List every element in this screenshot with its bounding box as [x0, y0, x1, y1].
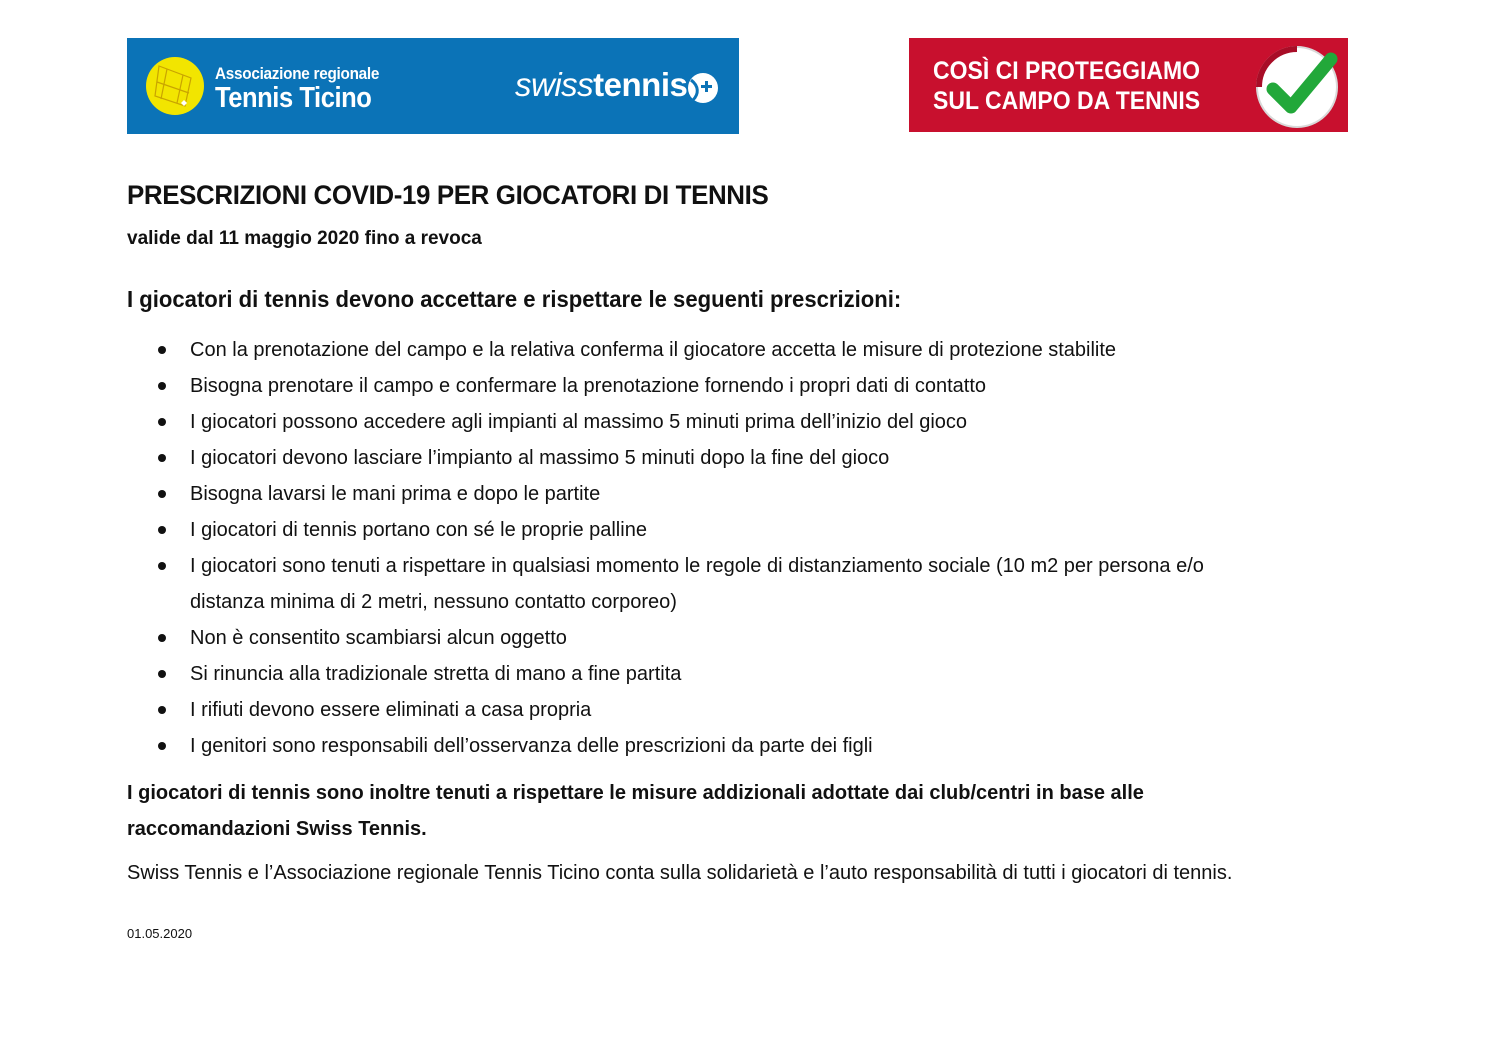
- bullet-icon: [158, 418, 166, 426]
- campaign-line2: SUL CAMPO DA TENNIS: [933, 87, 1201, 115]
- additional-measures-note: [127, 775, 1144, 847]
- bullet-icon: [158, 346, 166, 354]
- brand-swiss-text: swiss: [515, 66, 594, 103]
- list-item-text: Bisogna prenotare il campo e confermare la prenotazione fornendo i propri dati di contatto: [190, 375, 987, 397]
- campaign-banner: [909, 38, 1348, 132]
- bullet-icon: [158, 562, 166, 570]
- bullet-icon: [158, 490, 166, 498]
- document-date: 01.05.2020: [127, 926, 193, 941]
- association-banner: [127, 38, 739, 134]
- solidarity-statement: Swiss Tennis e l’Associazione regionale Tennis Ticino conta sulla solidarietà e l’auto responsabilità di tutti i giocatori di tennis.: [127, 862, 1233, 884]
- brand-tennis-text: tennis: [593, 66, 688, 103]
- intro-heading: I giocatori di tennis devono accettare e rispettare le seguenti prescrizioni:: [127, 286, 902, 312]
- additional-measures-line1: I giocatori di tennis sono inoltre tenuti a rispettare le misure addizionali adottate dai club/centri in base alle: [127, 782, 1144, 804]
- list-item-text: I genitori sono responsabili dell’osservanza delle prescrizioni da parte dei figli: [190, 735, 873, 757]
- list-item-text: distanza minima di 2 metri, nessuno contatto corporeo): [190, 591, 677, 613]
- validity-subtitle: valide dal 11 maggio 2020 fino a revoca: [127, 228, 482, 249]
- bullet-icon: [158, 382, 166, 390]
- list-item-text: I giocatori possono accedere agli impianti al massimo 5 minuti prima dell’inizio del gioco: [190, 411, 968, 433]
- list-item-text: Non è consentito scambiarsi alcun oggetto: [190, 627, 567, 649]
- campaign-slogan: [933, 56, 1200, 116]
- tennis-ball-icon: [145, 56, 205, 116]
- bullet-icon: [158, 742, 166, 750]
- list-item-text: Bisogna lavarsi le mani prima e dopo le partite: [190, 483, 601, 505]
- checkmark-icon: [1253, 39, 1348, 132]
- additional-measures-line2: raccomandazioni Swiss Tennis.: [127, 818, 427, 840]
- list-item-text: Con la prenotazione del campo e la relativa conferma il giocatore accetta le misure di protezione stabilite: [190, 339, 1117, 361]
- list-item-text: Si rinuncia alla tradizionale stretta di mano a fine partita: [190, 663, 682, 685]
- bullet-icon: [158, 454, 166, 462]
- list-item-text: I giocatori sono tenuti a rispettare in qualsiasi momento le regole di distanziamento sociale (10 m2 per persona e/o: [190, 555, 1204, 577]
- list-item-text: I giocatori devono lasciare l’impianto al massimo 5 minuti dopo la fine del gioco: [190, 447, 890, 469]
- bullet-icon: [158, 634, 166, 642]
- association-name-line2: Tennis Ticino: [215, 82, 372, 114]
- bullet-icon: [158, 706, 166, 714]
- campaign-line1: COSÌ CI PROTEGGIAMO: [933, 57, 1201, 85]
- page-title: PRESCRIZIONI COVID-19 PER GIOCATORI DI TENNIS: [127, 180, 769, 210]
- association-name-line1: Associazione regionale: [215, 64, 380, 83]
- swisstennis-wordmark: [515, 66, 687, 104]
- bullet-icon: [158, 526, 166, 534]
- list-item-text: I giocatori di tennis portano con sé le proprie palline: [190, 519, 647, 541]
- list-item-text: I rifiuti devono essere eliminati a casa propria: [190, 699, 592, 721]
- bullet-icon: [158, 670, 166, 678]
- swiss-cross-emblem-icon: [687, 72, 719, 104]
